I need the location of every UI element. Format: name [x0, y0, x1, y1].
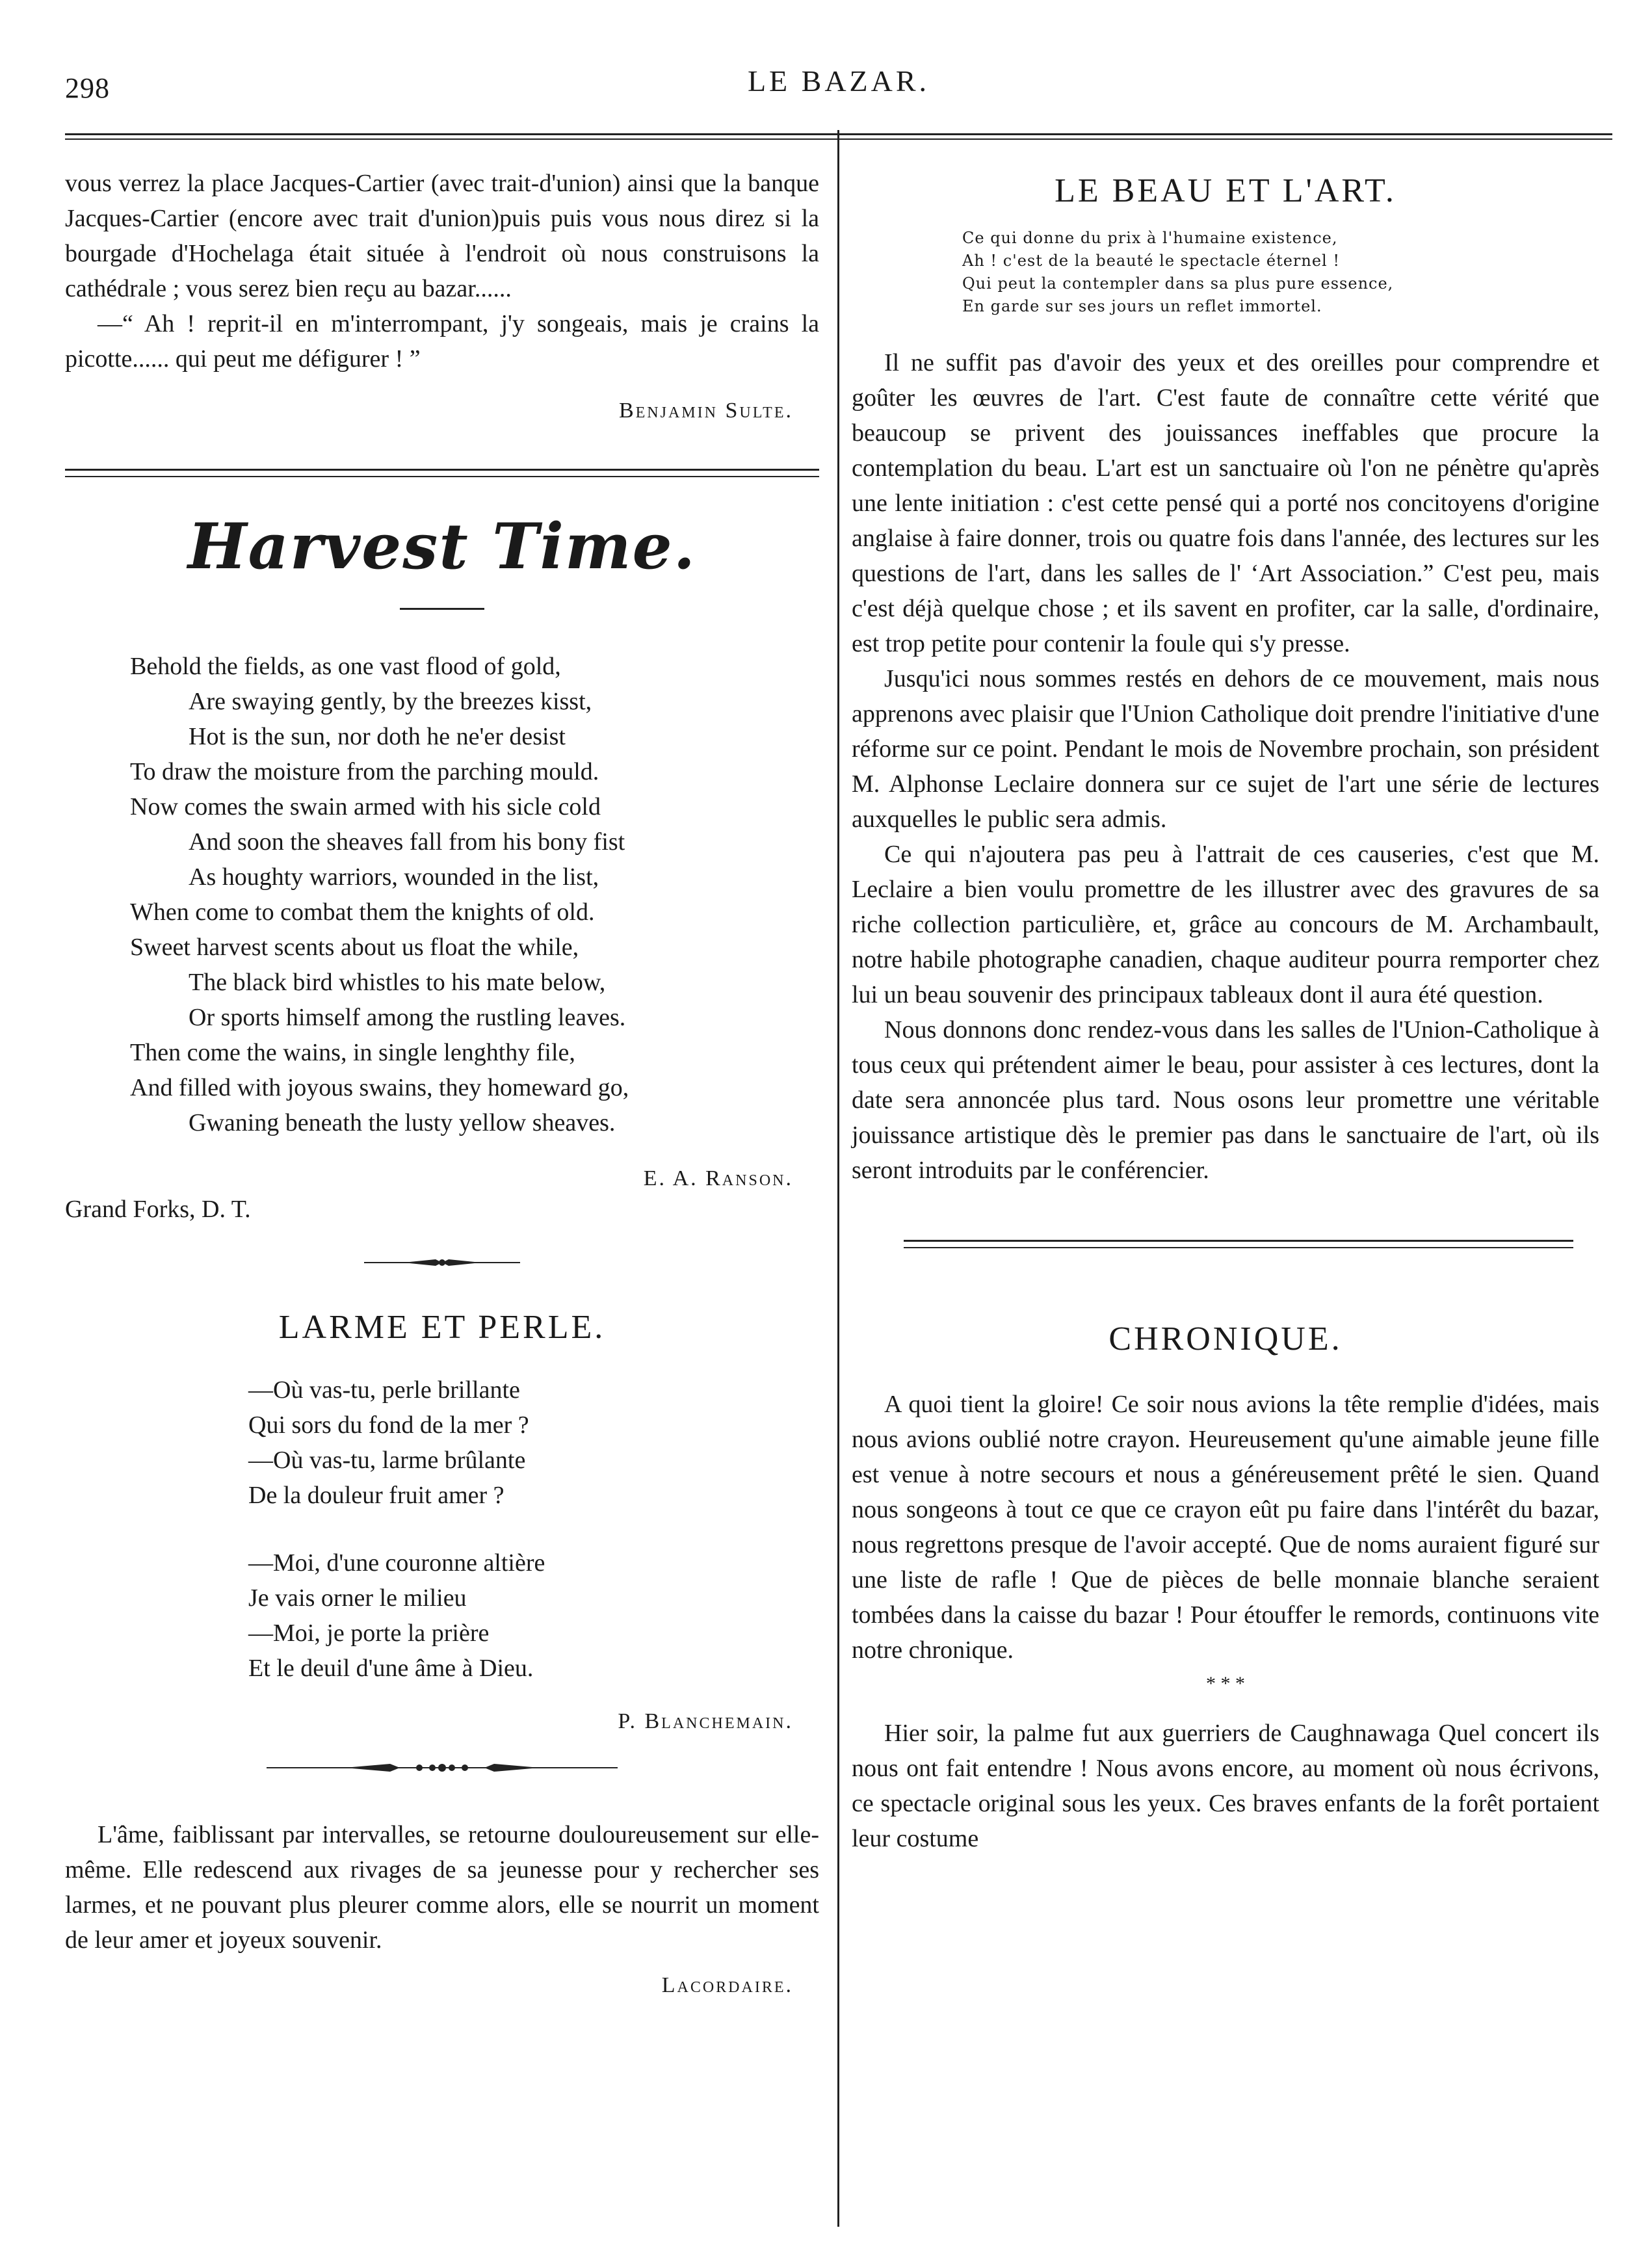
running-head: LE BAZAR.	[747, 64, 930, 98]
harvest-title: Harvest Time.	[187, 510, 697, 583]
beau-epigraph	[761, 227, 1599, 318]
ame-signature: Lacordaire.	[661, 1973, 793, 1997]
larme-title: LARME ET PERLE.	[278, 1309, 606, 1346]
poem-line: To draw the moisture from the parching mould.	[130, 758, 599, 785]
title-rule	[400, 608, 484, 610]
poem-line: When come to combat them the knights of old.	[130, 899, 595, 926]
asterism: * * *	[1206, 1673, 1245, 1694]
beau-title: LE BEAU ET L'ART.	[1055, 172, 1396, 209]
page-header	[65, 57, 1612, 109]
left-column	[65, 130, 819, 2223]
poem-line: Et le deuil d'une âme à Dieu.	[248, 1655, 534, 1682]
poem-line: —Où vas-tu, perle brillante	[248, 1376, 520, 1404]
poem-line: De la douleur fruit amer ?	[248, 1482, 505, 1509]
larme-signature: P. Blanchemain.	[618, 1709, 793, 1733]
chronique-paragraph: A quoi tient la gloire! Ce soir nous avions la tête remplie d'idées, mais nous avions oublié notre crayon. Heureusement qu'une aimable jeune fille est venue à notre secours et nous a généreusement prêté le sien. Quand nous songeons à tout ce que ce crayon eût pu faire dans l'intérêt du bazar, nous regrettons presque de l'avoir accepté. Que de noms auraient figuré sur une liste de rafle ! Que de pièces de belle monnaie blanche seraient tombées dans la caisse du bazar ! Pour étouffer le remords, continuons vite notre chronique.	[852, 1391, 1599, 1664]
section-rule	[65, 469, 819, 477]
chronique-paragraph: Hier soir, la palme fut aux guerriers de Caughnawaga Quel concert ils nous ont fait entendre ! Nous avons encore, au moment où nous écrivons, ce spectacle original sous les yeux. Ces braves enfants de la forêt portaient leur costume	[852, 1720, 1599, 1852]
poem-line: Now comes the swain armed with his sicle cold	[130, 793, 601, 820]
poem-line: As houghty warriors, wounded in the list,	[189, 863, 599, 891]
intro-paragraph: —“ Ah ! reprit-il en m'interrompant, j'y songeais, mais je crains la picotte...... qui peut me défigurer ! ”	[65, 310, 819, 373]
poem-line: Sweet harvest scents about us float the while,	[130, 934, 579, 961]
poem-line: Gwaning beneath the lusty yellow sheaves.	[189, 1109, 616, 1136]
poem-line: —Moi, je porte la prière	[248, 1620, 490, 1647]
column-divider	[837, 130, 839, 2227]
chronique-title: CHRONIQUE.	[1108, 1320, 1343, 1358]
ornament-divider	[358, 1256, 527, 1269]
poem-line: And filled with joyous swains, they homeward go,	[130, 1074, 629, 1101]
poem-line: Behold the fields, as one vast flood of gold,	[130, 653, 561, 680]
section-rule	[904, 1240, 1573, 1248]
poem-line: Qui sors du fond de la mer ?	[248, 1411, 529, 1439]
poem-line: And soon the sheaves fall from his bony fist	[189, 828, 625, 856]
poem-line: —Moi, d'une couronne altière	[248, 1549, 545, 1577]
larme-poem	[248, 1372, 819, 1686]
poem-line: Or sports himself among the rustling leaves.	[189, 1004, 626, 1031]
page-number: 298	[65, 72, 110, 104]
intro-paragraph: vous verrez la place Jacques-Cartier (avec trait-d'union) ainsi que la banque Jacques-Cartier (encore avec trait d'union)puis puis vous nous direz si la bourgade d'Hochelaga était située à l'endroit où nous construisons la cathédrale ; vous serez bien reçu au bazar......	[65, 170, 819, 302]
epigraph-line: Ce qui donne du prix à l'humaine existence,	[962, 229, 1338, 247]
ornament-divider	[260, 1760, 624, 1776]
harvest-signature: E. A. Ranson.	[643, 1166, 793, 1190]
intro-signature: Benjamin Sulte.	[618, 399, 793, 423]
beau-article	[852, 345, 1599, 1188]
epigraph-line: En garde sur ses jours un reflet immortel.	[962, 297, 1322, 315]
beau-paragraph: Jusqu'ici nous sommes restés en dehors de ce mouvement, mais nous apprenons avec plaisir que l'Union Catholique doit prendre l'initiative d'une réforme sur ce point. Pendant le mois de Novembre prochain, son président M. Alphonse Leclaire donnera sur ce sujet de l'art une série de lectures auxquelles le public sera admis.	[852, 665, 1599, 833]
epigraph-line: Qui peut la contempler dans sa plus pure essence,	[962, 274, 1394, 293]
beau-paragraph: Nous donnons donc rendez-vous dans les salles de l'Union-Catholique à tous ceux qui prétendent aimer le beau, pour assister à ces lectures, dont la date sera annoncée plus tard. Nous osons leur promettre une véritable jouissance artistique dès le premier pas dans le sanctuaire de l'art, où ils seront introduits par le conférencier.	[852, 1016, 1599, 1184]
intro-article	[65, 166, 819, 376]
ame-article	[65, 1817, 819, 1958]
chronique-article	[852, 1387, 1599, 1856]
poem-line: The black bird whistles to his mate below,	[189, 969, 606, 996]
poem-line: Je vais orner le milieu	[248, 1584, 467, 1612]
epigraph-line: Ah ! c'est de la beauté le spectacle éternel !	[962, 252, 1341, 270]
poem-line: Hot is the sun, nor doth he ne'er desist	[189, 723, 566, 750]
poem-line: Are swaying gently, by the breezes kisst,	[189, 688, 592, 715]
beau-paragraph: Il ne suffit pas d'avoir des yeux et des oreilles pour comprendre et goûter les œuvres de l'art. C'est faute de connaître cette vérité que beaucoup se privent des jouissances ineffables que procure la contemplation du beau. L'art est un sanctuaire où l'on ne pénètre qu'après une lente initiation : c'est cette pensé qui a porté nos concitoyens d'origine anglaise à faire donner, trois ou quatre fois dans l'année, des lectures sur les questions de l'art, dans les salles de l' ‘Art Association.” C'est peu, mais c'est déjà quelque chose ; et ils savent en profiter, car la salle, d'ordinaire, est trop petite pour contenir la foule qui s'y presse.	[852, 349, 1599, 657]
beau-paragraph: Ce qui n'ajoutera pas peu à l'attrait de ces causeries, c'est que M. Leclaire a bien voulu promettre de les illustrer avec des gravures de sa riche collection particulière, et, grâce au concours de M. Archambault, notre habile photographe canadien, chaque auditeur pourra remporter chez lui un beau souvenir des principaux tableaux dont il aura été question.	[852, 841, 1599, 1008]
harvest-place: Grand Forks, D. T.	[65, 1196, 251, 1223]
poem-line: —Où vas-tu, larme brûlante	[248, 1447, 526, 1474]
poem-line: Then come the wains, in single lenghthy file,	[130, 1039, 575, 1066]
harvest-poem	[130, 649, 819, 1140]
ame-paragraph: L'âme, faiblissant par intervalles, se retourne douloureusement sur elle-même. Elle redescend aux rivages de sa jeunesse pour y rechercher ses larmes, et ne pouvant plus pleurer comme alors, elle se nourrit un moment de leur amer et joyeux souvenir.	[65, 1821, 819, 1954]
right-column	[852, 130, 1599, 2223]
